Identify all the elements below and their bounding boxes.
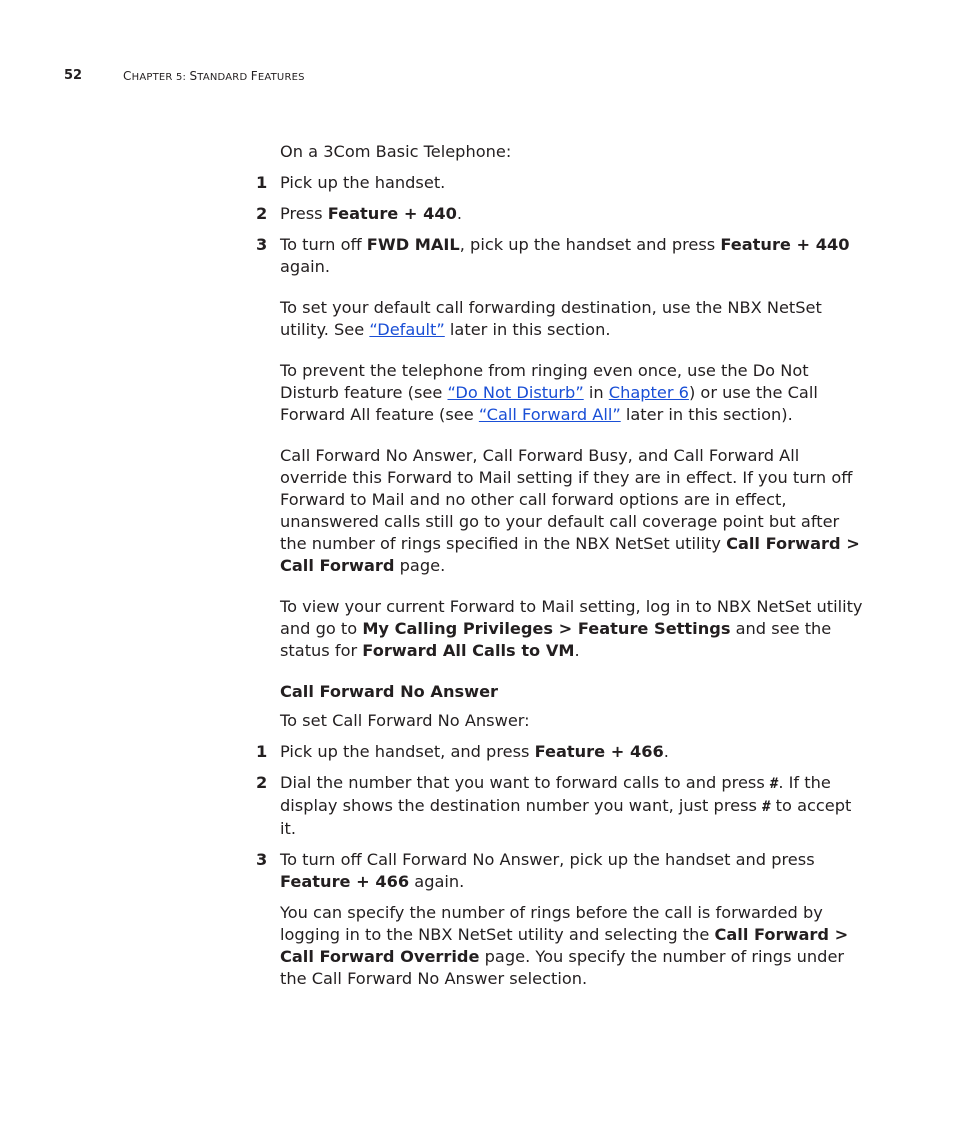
step-number: 2 (256, 204, 268, 223)
step-text: Press Feature + 440. (280, 204, 463, 223)
step-number: 1 (256, 173, 268, 192)
chapter-title: CHAPTER 5: STANDARD FEATURES (123, 69, 305, 83)
paragraph-override: Call Forward No Answer, Call Forward Busy, and Call Forward All override this Forward to Mail setting if they are in effect. If you turn off Forward to Mail and no other call forward options are in effect, unanswered calls still go to your default call coverage point but after the number of rings specified in the NBX NetSet utility Call Forward > Call Forward page. (280, 446, 860, 575)
hash-key: # (762, 799, 771, 815)
section-intro: To set Call Forward No Answer: (280, 711, 530, 730)
step-number: 1 (256, 742, 268, 761)
page-number: 52 (64, 68, 83, 83)
paragraph-default: To set your default call forwarding destination, use the NBX NetSet utility. See “Default” later in this section. (280, 298, 822, 339)
link-default[interactable]: “Default” (369, 320, 445, 339)
link-call-forward-all[interactable]: “Call Forward All” (478, 405, 621, 424)
step-text: To turn off Call Forward No Answer, pick up the handset and press Feature + 466 again. (280, 850, 815, 891)
link-chapter-6[interactable]: Chapter 6 (608, 383, 689, 402)
step-number: 3 (256, 235, 268, 254)
paragraph-view-setting: To view your current Forward to Mail setting, log in to NBX NetSet utility and go to My Calling Privileges > Feature Settings and see the status for Forward All Calls to VM. (280, 597, 863, 660)
list-item (256, 203, 870, 225)
step-number: 2 (256, 773, 268, 792)
paragraph-rings: You can specify the number of rings before the call is forwarded by logging in to the NBX NetSet utility and selecting the Call Forward > Call Forward Override page. You specify the number of rings under the Call Forward No Answer selection. (280, 903, 849, 988)
list-item (256, 772, 870, 840)
list-item (256, 172, 870, 194)
link-do-not-disturb[interactable]: “Do Not Disturb” (447, 383, 584, 402)
step-text: Pick up the handset, and press Feature + 466. (280, 742, 669, 761)
step-number: 3 (256, 850, 268, 869)
body-content (256, 139, 870, 990)
list-item (256, 234, 870, 278)
step-text: Pick up the handset. (280, 173, 446, 192)
list-item (256, 741, 870, 763)
intro-text: On a 3Com Basic Telephone: (280, 142, 512, 161)
hash-key: # (769, 776, 779, 792)
section-heading: Call Forward No Answer (280, 682, 499, 701)
running-header (64, 67, 305, 85)
step-text: Dial the number that you want to forward calls to and press #. If the display shows the destination number you want, just press # to accept it. (280, 773, 852, 838)
paragraph-dnd: To prevent the telephone from ringing even once, use the Do Not Disturb feature (see “Do Not Disturb” in Chapter 6) or use the Call Forward All feature (see “Call Forward All” later in this section). (280, 361, 818, 424)
step-text: To turn off FWD MAIL, pick up the handset and press Feature + 440 again. (280, 235, 850, 276)
list-item (256, 849, 870, 893)
